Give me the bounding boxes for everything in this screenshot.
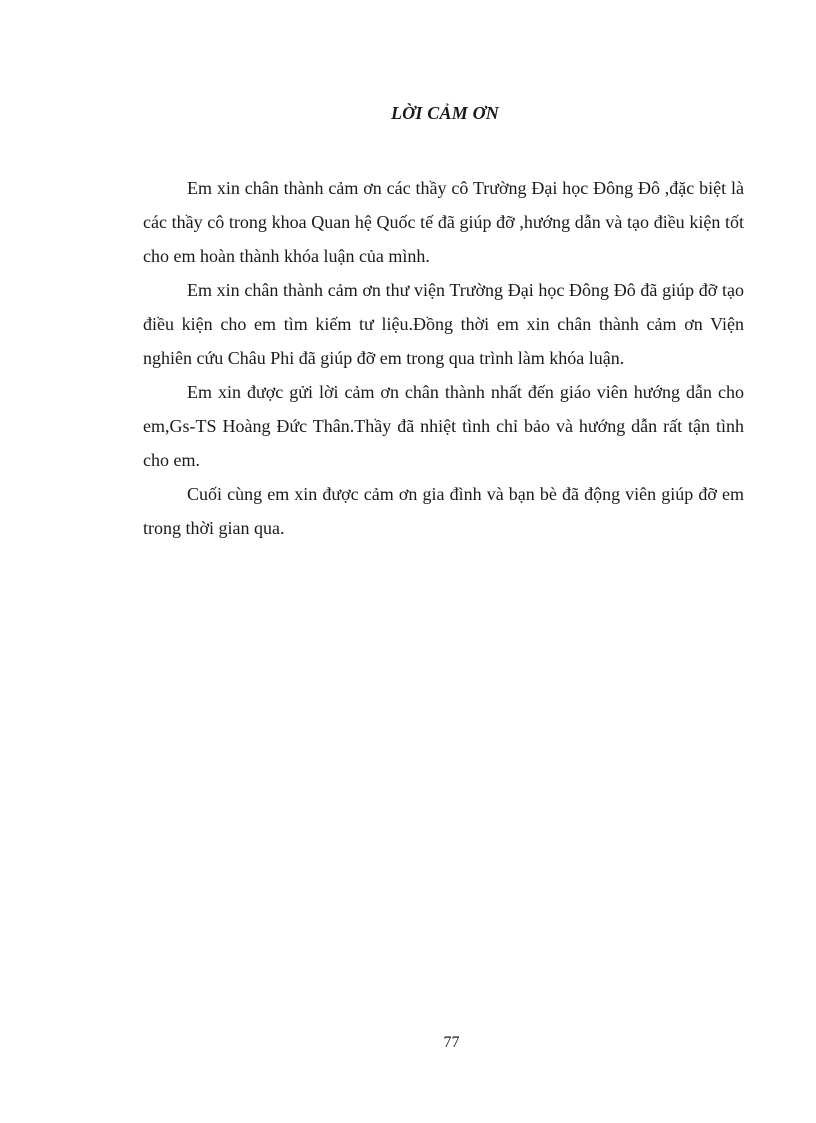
paragraph-4: Cuối cùng em xin được cảm ơn gia đình và bạn bè đã động viên giúp đỡ em trong thời gian qua. [143, 484, 744, 538]
paragraph-1: Em xin chân thành cảm ơn các thầy cô Trường Đại học Đông Đô ,đặc biệt là các thầy cô trong khoa Quan hệ Quốc tế đã giúp đỡ ,hướng dẫn và tạo điều kiện tốt cho em hoàn thành khóa luận của mình. [143, 178, 744, 266]
page-title: LỜI CẢM ƠN [390, 103, 499, 123]
page-number: 77 [443, 1034, 460, 1051]
body-text [143, 171, 744, 545]
paragraph-3: Em xin được gửi lời cảm ơn chân thành nhất đến giáo viên hướng dẫn cho em,Gs-TS Hoàng Đức Thân.Thầy đã nhiệt tình chỉ bảo và hướng dẫn rất tận tình cho em. [143, 382, 744, 470]
paragraph-2: Em xin chân thành cảm ơn thư viện Trường Đại học Đông Đô đã giúp đỡ tạo điều kiện cho em tìm kiếm tư liệu.Đồng thời em xin chân thành cảm ơn Viện nghiên cứu Châu Phi đã giúp đỡ em trong qua trình làm khóa luận. [143, 280, 744, 368]
